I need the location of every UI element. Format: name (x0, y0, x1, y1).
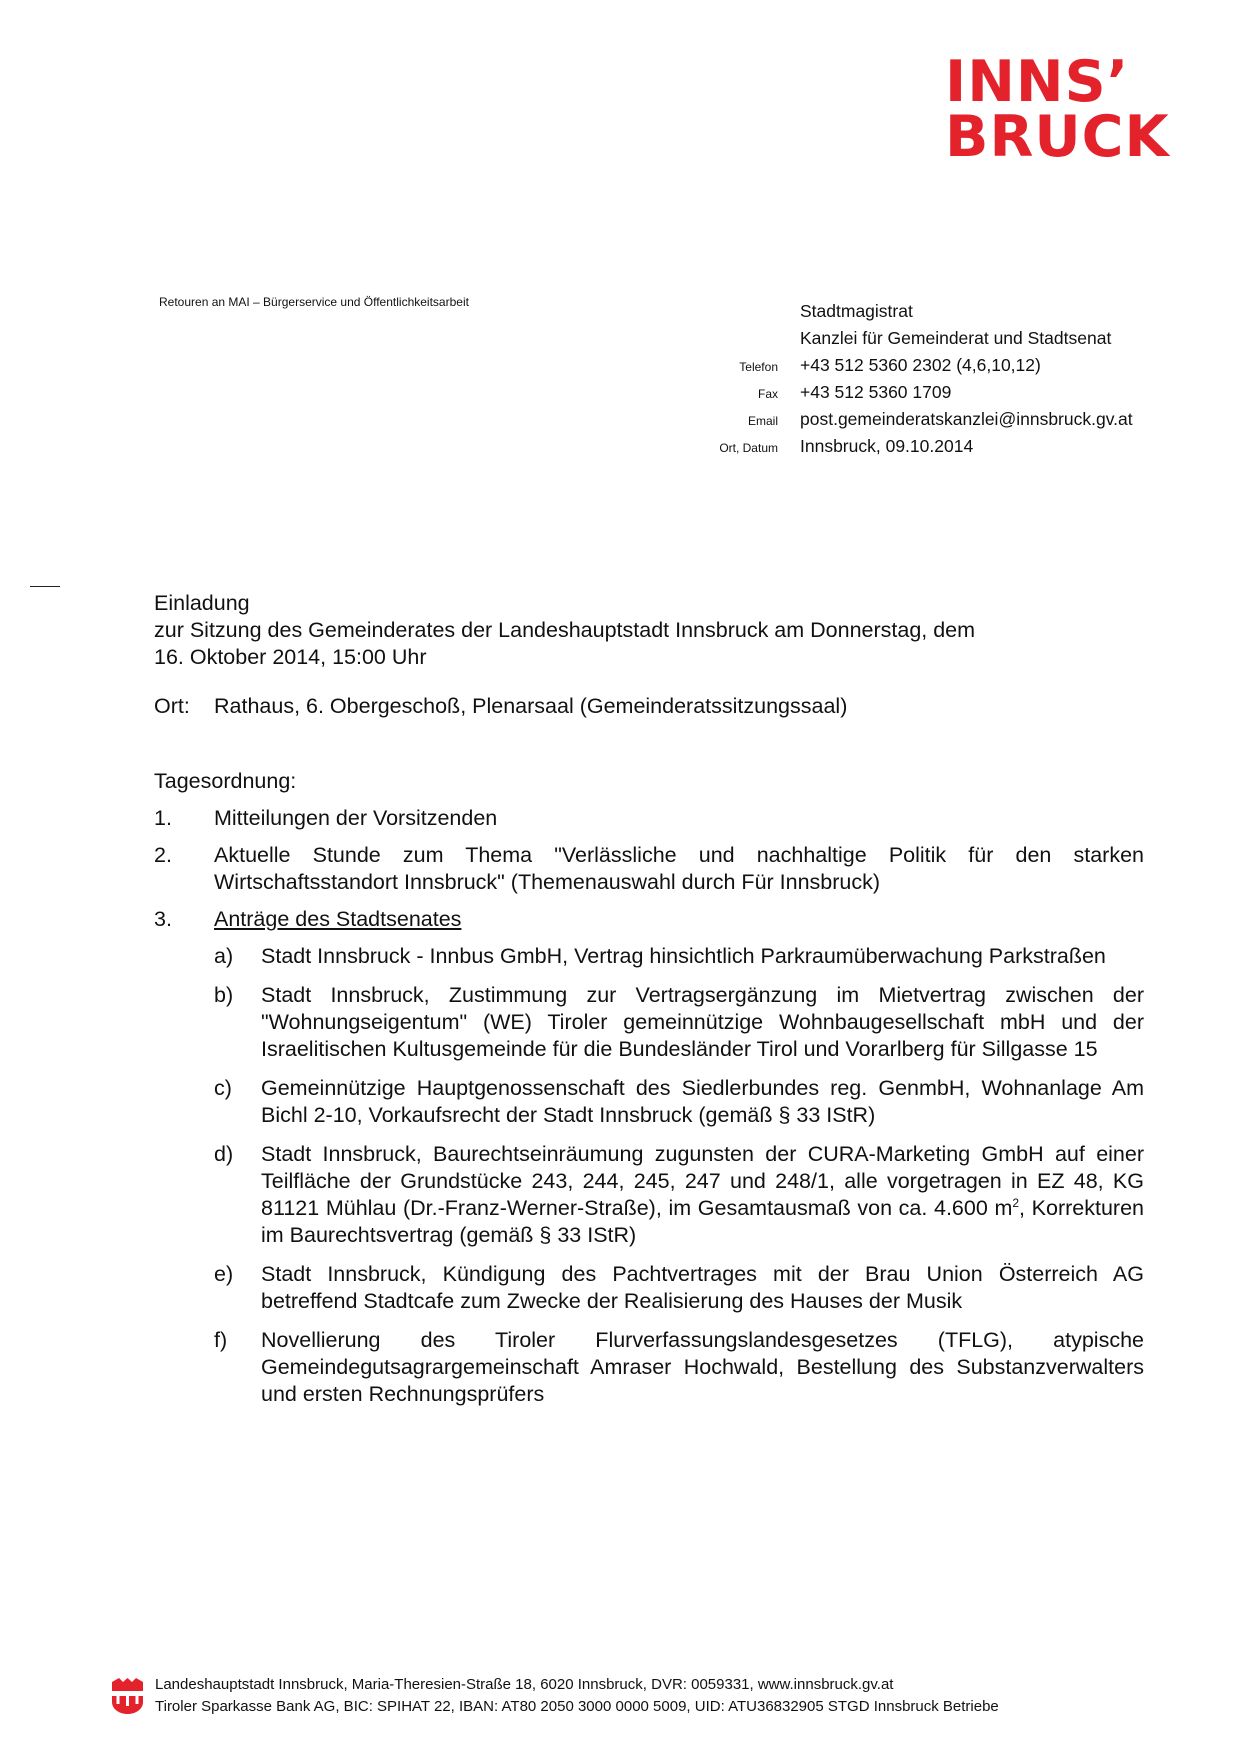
phone-label: Telefon (739, 360, 778, 374)
agenda-item-text: Anträge des Stadtsenates (214, 907, 462, 931)
agenda-subitem (214, 943, 1144, 970)
agenda-title: Tagesordnung: (154, 769, 297, 793)
location-line (154, 693, 1144, 720)
date-label: Ort, Datum (719, 441, 778, 455)
subitem-text: Novellierung des Tiroler Flurverfassungslandesgesetzes (TFLG), atypische Gemeindegutsagrargemeinschaft Amraser Hochwald, Bestellung des Substanzverwalters und ersten Rechnungsprüfers (261, 1328, 1144, 1406)
sender-fax: +43 512 5360 1709 (800, 382, 952, 402)
city-emblem-icon (110, 1676, 145, 1716)
invitation-heading: Einladung (154, 591, 250, 615)
invitation-line-2: 16. Oktober 2014, 15:00 Uhr (154, 645, 427, 669)
agenda-item (154, 842, 1144, 896)
agenda-subitem (214, 1327, 1144, 1408)
agenda-subitem (214, 1075, 1144, 1129)
agenda-item-text: Aktuelle Stunde zum Thema "Verlässliche und nachhaltige Politik für den starken Wirtschaftsstandort Innsbruck" (Themenauswahl durch Für Innsbruck) (214, 843, 1144, 894)
agenda-item (154, 906, 1144, 933)
subitem-text: Stadt Innsbruck, Kündigung des Pachtvertrages mit der Brau Union Österreich AG betreffend Stadtcafe zum Zwecke der Realisierung des Hauses der Musik (261, 1262, 1144, 1313)
subitem-letter: f) (214, 1328, 228, 1352)
fold-mark (30, 586, 60, 587)
subitem-letter: b) (214, 983, 234, 1007)
sender-office: Kanzlei für Gemeinderat und Stadtsenat (800, 328, 1112, 348)
agenda-item-number: 1. (154, 806, 172, 830)
agenda-subitem (214, 982, 1144, 1063)
logo-line-2: BRUCK (945, 104, 1170, 170)
sender-date: Innsbruck, 09.10.2014 (800, 436, 974, 456)
agenda-item-text: Mitteilungen der Vorsitzenden (214, 806, 498, 830)
agenda-item-number: 3. (154, 907, 172, 931)
sender-email[interactable]: post.gemeinderatskanzlei@innsbruck.gv.at (800, 409, 1133, 429)
agenda-subitems (214, 943, 1144, 1408)
logo-line-1: INNS’ (945, 49, 1130, 115)
subitem-text: Stadt Innsbruck, Zustimmung zur Vertragsergänzung im Mietvertrag zwischen der "Wohnungseigentum" (WE) Tiroler gemeinnützige Wohnbaugesellschaft mbH und der Israelitischen Kultusgemeinde für die Bundesländer Tirol und Vorarlberg für Sillgasse 15 (261, 983, 1144, 1061)
subitem-letter: a) (214, 944, 234, 968)
subitem-text-main: Stadt Innsbruck, Baurechtseinräumung zugunsten der CURA-Marketing GmbH auf einer Teilfläche der Grundstücke 243, 244, 245, 247 und 248/1, alle vorgetragen in EZ 48, KG 81121 Mühlau (Dr.-Franz-Werner-Straße), im Gesamtausmaß von ca. 4.600 m (261, 1142, 1144, 1220)
sender-phone: +43 512 5360 2302 (4,6,10,12) (800, 355, 1041, 375)
location-label: Ort: (154, 694, 190, 718)
agenda-subitem (214, 1141, 1144, 1249)
subitem-letter: c) (214, 1076, 232, 1100)
agenda-item-number: 2. (154, 843, 172, 867)
agenda-subitem (214, 1261, 1144, 1315)
location-value: Rathaus, 6. Obergeschoß, Plenarsaal (Gemeinderatssitzungssaal) (214, 694, 848, 718)
invitation-line-1: zur Sitzung des Gemeinderates der Landeshauptstadt Innsbruck am Donnerstag, dem (154, 618, 976, 642)
return-address: Retouren an MAI – Bürgerservice und Öffentlichkeitsarbeit (159, 295, 469, 309)
subitem-text (261, 1141, 1144, 1249)
footer-line-2: Tiroler Sparkasse Bank AG, BIC: SPIHAT 22, IBAN: AT80 2050 3000 0000 5009, UID: ATU36832905 STGD Innsbruck Betriebe (155, 1698, 999, 1715)
email-label: Email (747, 414, 778, 428)
letter-body (154, 590, 1144, 1420)
subitem-text-end: , Korrekturen im Baurechtsvertrag (gemäß § 33 IStR) (261, 1196, 1144, 1247)
footer-line-1: Landeshauptstadt Innsbruck, Maria-Theresien-Straße 18, 6020 Innsbruck, DVR: 0059331, www.innsbruck.gv.at (155, 1676, 894, 1693)
sender-block (700, 295, 1220, 457)
subitem-letter: d) (214, 1142, 234, 1166)
innsbruck-logo (945, 49, 1170, 170)
footer (110, 1674, 999, 1718)
fax-label: Fax (757, 387, 778, 401)
superscript-2: 2 (1012, 1195, 1020, 1210)
subitem-text: Gemeinnützige Hauptgenossenschaft des Siedlerbundes reg. GenmbH, Wohnanlage Am Bichl 2-10, Vorkaufsrecht der Stadt Innsbruck (gemäß § 33 IStR) (261, 1076, 1144, 1127)
subitem-text: Stadt Innsbruck - Innbus GmbH, Vertrag hinsichtlich Parkraumüberwachung Parkstraßen (261, 944, 1106, 968)
sender-department: Stadtmagistrat (800, 301, 913, 321)
subitem-letter: e) (214, 1262, 234, 1286)
agenda-item (154, 805, 1144, 832)
